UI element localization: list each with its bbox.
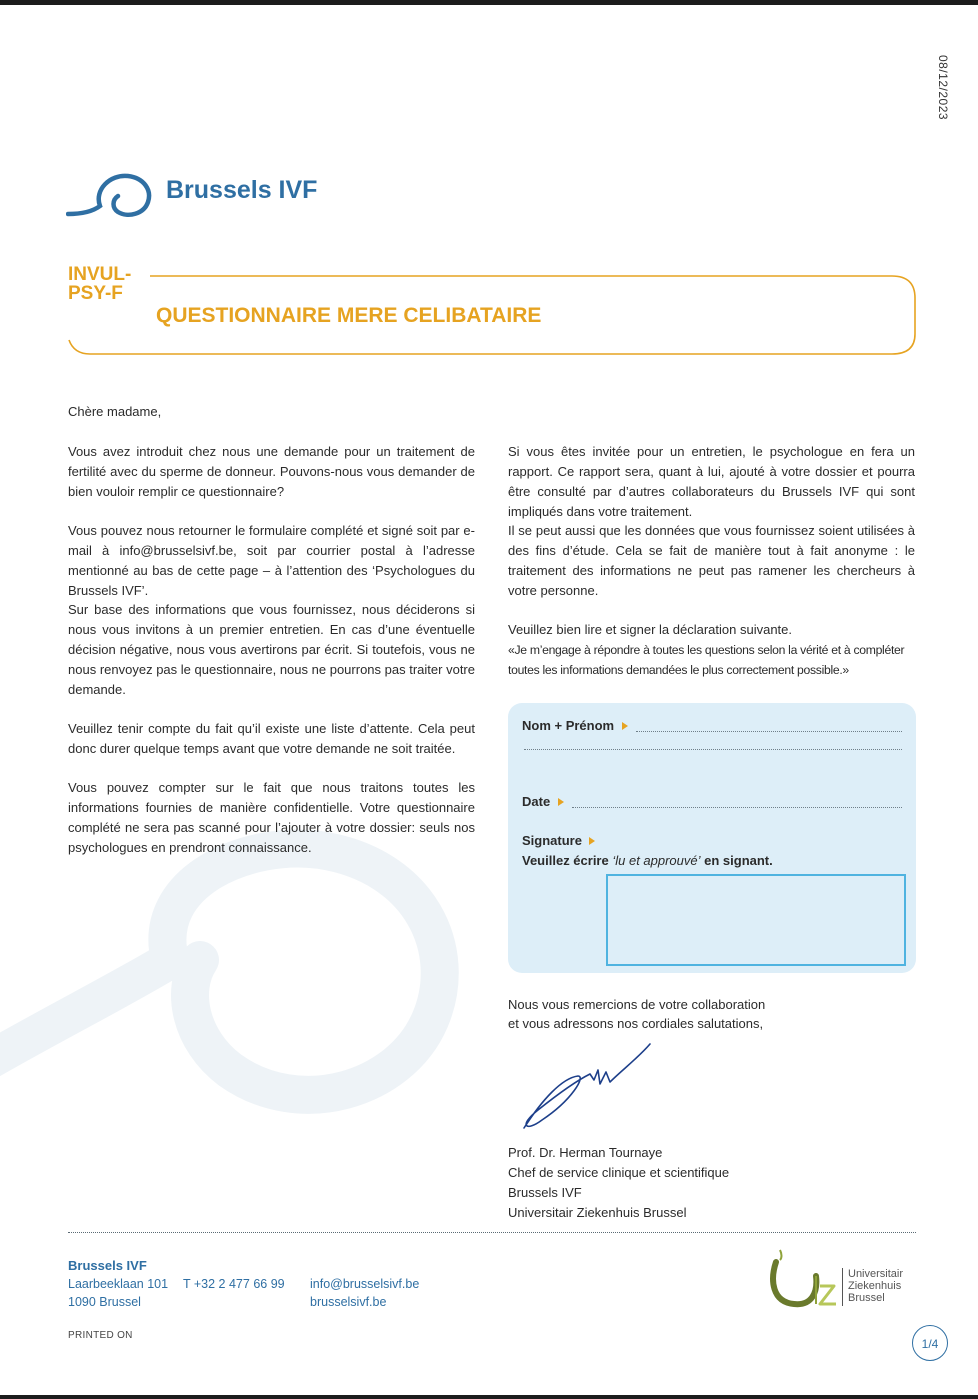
print-date: 08/12/2023 bbox=[936, 55, 950, 121]
arrow-right-icon bbox=[558, 798, 564, 806]
handwritten-signature bbox=[512, 1040, 662, 1135]
right-paragraph-1: Si vous êtes invitée pour un entretien, le psychologue en fera un rapport. Ce rapport sera, quant à lui, ajouté à votre dossier et pourra être consulté par d’autres collaborateurs du Brussels IVF qui sont impliqués dans votre traitement. bbox=[508, 444, 915, 519]
right-paragraph-3: Veuillez bien lire et signer la déclaration suivante. bbox=[508, 622, 793, 637]
uz-line-2: Ziekenhuis bbox=[848, 1280, 902, 1292]
name-field[interactable] bbox=[636, 731, 902, 732]
brand-name: Brussels IVF bbox=[166, 176, 318, 204]
uz-line-1: Universitair bbox=[848, 1268, 904, 1280]
signature-label: Signature bbox=[522, 833, 582, 848]
uz-divider bbox=[842, 1268, 843, 1306]
footer-brand: Brussels IVF bbox=[68, 1258, 147, 1273]
signatory-org: Brussels IVF bbox=[508, 1185, 582, 1200]
name-label: Nom + Prénom bbox=[522, 718, 615, 733]
uz-name bbox=[848, 1268, 903, 1304]
brussels-ivf-logo-icon bbox=[66, 168, 162, 224]
instruction-prefix: Veuillez écrire bbox=[522, 853, 613, 868]
printed-on-label: PRINTED ON bbox=[68, 1330, 133, 1341]
watermark-swirl-icon bbox=[0, 820, 560, 1120]
signatory-role: Chef de service clinique et scientifique bbox=[508, 1165, 730, 1180]
footer-website[interactable]: brusselsivf.be bbox=[310, 1295, 387, 1309]
form-code-line2: PSY-F bbox=[68, 283, 123, 304]
greeting: Chère madame, bbox=[68, 404, 162, 419]
left-paragraph-5: Vous pouvez compter sur le fait que nous traitons toutes les informations fournies de manière confidentielle. Votre questionnaire complété ne sera pas scanné pour l’ajouter à votre dossier: seuls nos psychologues en prendront connaissance. bbox=[68, 780, 475, 855]
form-code-line1: INVUL- bbox=[68, 264, 132, 285]
instruction-suffix: en signant. bbox=[700, 853, 773, 868]
bottom-border bbox=[0, 1395, 978, 1399]
name-field-line2[interactable] bbox=[524, 749, 902, 750]
page-title: QUESTIONNAIRE MERE CELIBATAIRE bbox=[156, 304, 542, 327]
closing-line-1: Nous vous remercions de votre collaboration bbox=[508, 997, 766, 1012]
left-paragraph-2: Vous pouvez nous retourner le formulaire complété et signé soit par e-mail à info@brusselsivf.be, soit par courrier postal à l’adresse mentionné au bas de cette page – à l’attention des ‘Psychologues du Brussels IVF’. bbox=[68, 523, 475, 598]
signatory-name: Prof. Dr. Herman Tournaye bbox=[508, 1145, 663, 1160]
arrow-right-icon bbox=[589, 837, 595, 845]
signature-field[interactable] bbox=[606, 874, 906, 966]
footer-email[interactable]: info@brusselsivf.be bbox=[310, 1277, 420, 1291]
arrow-right-icon bbox=[622, 722, 628, 730]
top-border bbox=[0, 0, 978, 5]
footer-city: 1090 Brussel bbox=[68, 1295, 141, 1309]
left-paragraph-3: Sur base des informations que vous fournissez, nous déciderons si nous vous invitons à un premier entretien. En cas d’une éventuelle décision négative, nous vous avertirons par écrit. Si toutefois, vous ne nous renvoyez pas le questionnaire, nous ne pourrons pas traiter votre demande. bbox=[68, 602, 475, 697]
signature-form bbox=[508, 703, 916, 973]
signatory-hospital: Universitair Ziekenhuis Brussel bbox=[508, 1205, 687, 1220]
left-paragraph-1: Vous avez introduit chez nous une demande pour un traitement de fertilité avec du sperme de donneur. Pouvons-nous vous demander de bien vouloir remplir ce questionnaire? bbox=[68, 444, 475, 499]
declaration-quote: «Je m’engage à répondre à toutes les questions selon la vérité et à compléter toutes les informations demandées le plus correctement possible.» bbox=[508, 643, 905, 677]
footer-street: Laarbeeklaan 101 bbox=[68, 1277, 169, 1291]
footer-divider bbox=[68, 1232, 916, 1233]
signature-instruction bbox=[522, 853, 773, 868]
left-paragraph-4: Veuillez tenir compte du fait qu’il existe une liste d’attente. Cela peut donc durer quelque temps avant que votre demande ne soit traitée. bbox=[68, 721, 475, 756]
uz-line-3: Brussel bbox=[848, 1292, 885, 1304]
footer-phone: T +32 2 477 66 99 bbox=[183, 1277, 285, 1291]
date-label: Date bbox=[522, 794, 551, 809]
closing-line-2: et vous adressons nos cordiales salutations, bbox=[508, 1016, 764, 1031]
page-number: 1/4 bbox=[912, 1325, 948, 1361]
instruction-italic: ‘lu et approuvé’ bbox=[612, 853, 701, 868]
brussels-ivf-logo bbox=[66, 168, 336, 224]
date-field[interactable] bbox=[572, 807, 902, 808]
right-paragraph-2: Il se peut aussi que les données que vous fournissez soient utilisées à des fins d’étude. Cela se fait de manière tout à fait anonyme : le traitement des informations ne peut pas ramener les chercheurs à votre personne. bbox=[508, 523, 915, 598]
